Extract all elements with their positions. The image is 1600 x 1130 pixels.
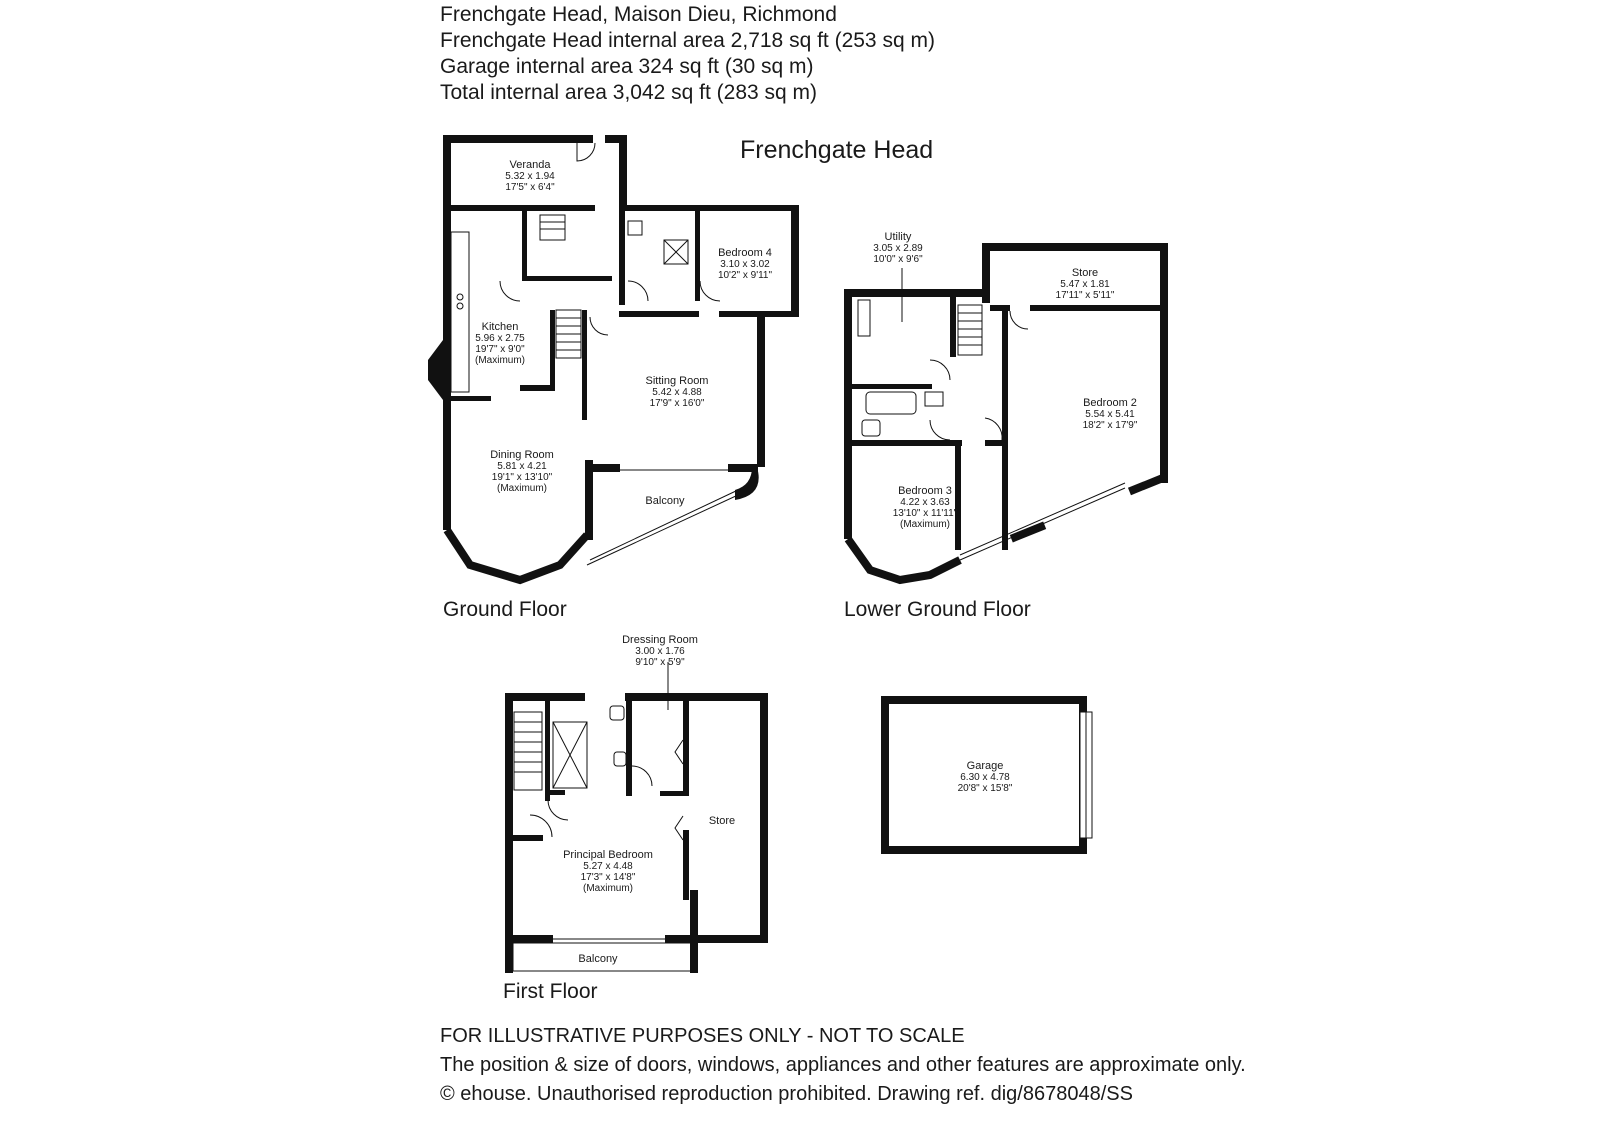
wall (619, 205, 797, 211)
svg-text:5.54 x 5.41: 5.54 x 5.41 (1085, 409, 1135, 420)
label-bedroom-3 (893, 485, 958, 530)
toilet (862, 420, 880, 436)
svg-text:3.00 x 1.76: 3.00 x 1.76 (635, 646, 685, 657)
wall (690, 935, 768, 943)
wardrobe-door (675, 740, 683, 764)
wall (683, 701, 689, 791)
svg-text:Dining Room: Dining Room (490, 449, 554, 461)
door-swing (628, 281, 648, 301)
door-swing (590, 317, 608, 335)
svg-text:9'10" x 5'9": 9'10" x 5'9" (635, 657, 685, 668)
wall (760, 693, 768, 943)
svg-text:10'2" x 9'11": 10'2" x 9'11" (717, 270, 773, 281)
wardrobe-door (675, 816, 683, 840)
wall (695, 211, 700, 301)
door-swing (500, 281, 520, 301)
wall (619, 311, 699, 317)
wall (660, 791, 689, 796)
svg-text:13'10" x 11'11": 13'10" x 11'11" (892, 508, 958, 519)
svg-text:17'3" x 14'8": 17'3" x 14'8" (580, 872, 636, 883)
svg-text:5.81 x 4.21: 5.81 x 4.21 (497, 461, 547, 472)
svg-text:(Maximum): (Maximum) (497, 483, 547, 494)
door-swing (700, 281, 720, 301)
wall (550, 310, 555, 390)
floor-label-first: First Floor (503, 980, 598, 1003)
wall (1002, 305, 1008, 550)
door-swing (985, 418, 1002, 440)
garage-plan (885, 700, 1092, 850)
wall (522, 276, 612, 281)
svg-text:3.05 x 2.89: 3.05 x 2.89 (873, 243, 923, 254)
svg-text:(Maximum): (Maximum) (475, 355, 525, 366)
door-swing (577, 143, 595, 161)
bedroom2-window (960, 483, 1125, 555)
wall (955, 440, 961, 550)
wall (443, 205, 451, 340)
wall (626, 701, 632, 796)
wall (982, 243, 1168, 251)
first-stairs (514, 712, 542, 790)
svg-text:10'0" x 9'6": 10'0" x 9'6" (873, 254, 923, 265)
svg-text:18'2" x 17'9": 18'2" x 17'9" (1082, 420, 1138, 431)
svg-text:Garage: Garage (966, 760, 1004, 772)
svg-text:3.10 x 3.02: 3.10 x 3.02 (720, 259, 770, 270)
wall (522, 211, 527, 281)
label-first-balcony: Balcony (578, 953, 618, 965)
wall (757, 317, 765, 467)
lower-stairs (958, 305, 982, 355)
wall (985, 440, 1007, 446)
floor-label-ground: Ground Floor (443, 598, 567, 621)
toilet (610, 706, 624, 720)
svg-text:Bedroom 2: Bedroom 2 (1083, 397, 1137, 409)
wall (520, 385, 555, 391)
wall (505, 935, 553, 943)
svg-text:Kitchen: Kitchen (481, 321, 519, 333)
wall (505, 693, 585, 701)
wall (1160, 243, 1168, 483)
wall (619, 135, 627, 205)
svg-text:Store: Store (1071, 267, 1099, 279)
wall (844, 289, 988, 297)
svg-text:19'7" x 9'0": 19'7" x 9'0" (475, 344, 525, 355)
wall (443, 135, 451, 205)
svg-text:Bedroom 4: Bedroom 4 (718, 247, 772, 259)
wall (582, 310, 587, 420)
wall (443, 205, 595, 211)
first-floor-plan (503, 634, 768, 1003)
utility-sink (858, 300, 870, 336)
wall (1010, 522, 1046, 543)
approximation-note: The position & size of doors, windows, appliances and other features are approximate only. (440, 1054, 1246, 1076)
svg-text:Utility: Utility (884, 231, 912, 243)
ground-stairs (540, 215, 581, 358)
garage-internal-area: Garage internal area 324 sq ft (30 sq m) (440, 55, 814, 78)
kitchen-counter (451, 232, 469, 392)
ground-floor-plan (428, 135, 799, 621)
wall (844, 289, 852, 379)
bath (866, 392, 916, 414)
wall (513, 835, 543, 841)
disclaimer-text: FOR ILLUSTRATIVE PURPOSES ONLY - NOT TO SCALE (440, 1025, 965, 1047)
door-swing (530, 815, 552, 837)
wall (443, 135, 593, 143)
dining-bay-wall (447, 530, 587, 580)
label-veranda (505, 159, 555, 193)
bay-wall (428, 340, 451, 400)
svg-text:Bedroom 3: Bedroom 3 (898, 485, 952, 497)
wall (505, 693, 513, 973)
wall (451, 396, 491, 401)
wall (545, 701, 550, 801)
hob-ring (457, 294, 463, 300)
svg-text:Sitting Room: Sitting Room (645, 375, 709, 387)
wall (585, 464, 620, 472)
door-swing (632, 766, 652, 786)
wall (1030, 305, 1168, 311)
label-ground-balcony: Balcony (645, 495, 685, 507)
wall (1128, 473, 1168, 495)
wall (852, 384, 932, 389)
svg-text:5.96 x 2.75: 5.96 x 2.75 (475, 333, 525, 344)
label-first-store: Store (708, 815, 736, 827)
label-bedroom-4 (718, 247, 773, 281)
svg-text:(Maximum): (Maximum) (900, 519, 950, 530)
label-principal-bedroom (563, 849, 653, 894)
lower-ground-floor-plan (844, 231, 1168, 621)
copyright-text: © ehouse. Unauthorised reproduction prohibited. Drawing ref. dig/8678048/SS (440, 1083, 1133, 1105)
svg-text:5.32 x 1.94: 5.32 x 1.94 (505, 171, 555, 182)
bedroom3-bay-wall (848, 539, 960, 580)
wall (852, 440, 962, 446)
wall (791, 205, 799, 317)
label-dressing-room (622, 634, 698, 668)
wall (619, 205, 625, 305)
svg-text:17'9" x 16'0": 17'9" x 16'0" (649, 398, 705, 409)
basin (614, 752, 626, 766)
label-sitting-room (646, 375, 709, 409)
door-swing (548, 800, 568, 820)
svg-text:5.47 x 1.81: 5.47 x 1.81 (1060, 279, 1110, 290)
wall (665, 935, 695, 943)
svg-text:Principal Bedroom: Principal Bedroom (563, 849, 653, 861)
total-internal-area: Total internal area 3,042 sq ft (283 sq m) (440, 81, 818, 104)
wall (690, 890, 698, 973)
svg-text:19'1" x 13'10": 19'1" x 13'10" (491, 472, 553, 483)
label-utility (873, 231, 923, 265)
wall (844, 379, 852, 539)
svg-text:Dressing Room: Dressing Room (622, 634, 698, 646)
main-internal-area: Frenchgate Head internal area 2,718 sq ft (253 sq m) (440, 29, 935, 52)
label-lower-store (1056, 267, 1115, 301)
door-swing (930, 420, 950, 440)
door-swing (930, 360, 950, 380)
basin (628, 221, 642, 235)
floor-label-lower-ground: Lower Ground Floor (844, 598, 1031, 621)
wall (625, 693, 768, 701)
wall (728, 464, 758, 472)
label-kitchen (475, 321, 525, 366)
property-address: Frenchgate Head, Maison Dieu, Richmond (440, 3, 837, 26)
label-garage (958, 760, 1013, 794)
wall (443, 400, 451, 530)
svg-text:5.42 x 4.88: 5.42 x 4.88 (652, 387, 702, 398)
wall (950, 297, 956, 357)
svg-text:17'11" x 5'11": 17'11" x 5'11" (1055, 290, 1115, 301)
svg-text:5.27 x 4.48: 5.27 x 4.48 (583, 861, 633, 872)
svg-text:6.30 x 4.78: 6.30 x 4.78 (960, 772, 1010, 783)
wall (545, 790, 565, 795)
label-bedroom-2 (1083, 397, 1138, 431)
wall (719, 311, 799, 317)
svg-text:Veranda: Veranda (509, 159, 551, 171)
footer-block (440, 1022, 1246, 1109)
hob-ring (457, 303, 463, 309)
svg-text:4.22 x 3.63: 4.22 x 3.63 (900, 497, 950, 508)
svg-text:(Maximum): (Maximum) (583, 883, 633, 894)
basin (925, 392, 943, 406)
wall (683, 830, 689, 900)
door-swing (1010, 311, 1028, 329)
svg-text:20'8" x 15'8": 20'8" x 15'8" (957, 783, 1013, 794)
plan-title: Frenchgate Head (740, 136, 934, 164)
label-dining-room (490, 449, 554, 494)
svg-text:17'5" x 6'4": 17'5" x 6'4" (505, 182, 555, 193)
